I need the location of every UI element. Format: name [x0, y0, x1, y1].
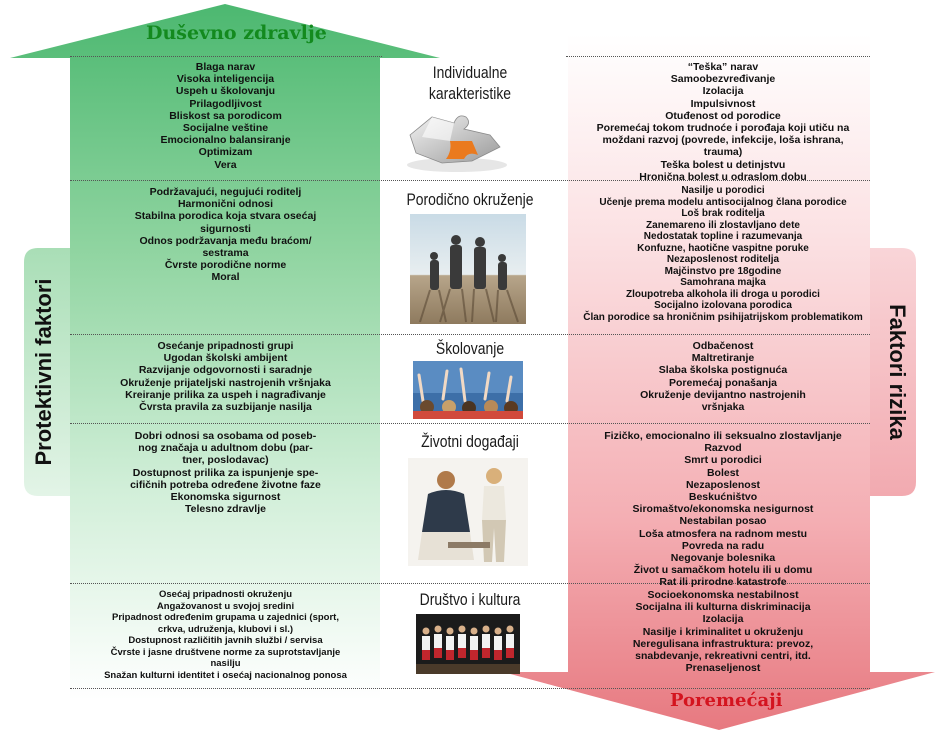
list-item: Poremećaj tokom trudnoće i porođaja koji utiču na [596, 122, 850, 135]
list-item: Bolest [706, 466, 740, 479]
divider [70, 423, 870, 424]
list-item: Prenaseljenost [685, 662, 761, 675]
list-item: Odnos podržavanja među braćom/ [139, 234, 312, 247]
category-school: Školovanje [435, 339, 505, 358]
list-item: Angažovanost u svojoj sredini [156, 600, 295, 612]
list-item: Vera [214, 158, 237, 171]
list-item: Čvrste porodične norme [164, 259, 287, 272]
list-item: Izolacija [702, 85, 744, 98]
protective-list-life-events [78, 430, 373, 515]
list-item: Visoka inteligencija [176, 73, 275, 86]
list-item: Harmonični odnosi [177, 198, 274, 211]
list-item: Član porodice sa hroničnim psihijatrijskom problematikom [583, 311, 863, 323]
list-item: Izolacija [702, 613, 744, 626]
couple-photo [408, 458, 528, 566]
list-item: Poremećaj ponašanja [669, 376, 777, 389]
risk-list-family [578, 185, 868, 323]
list-item: Telesno zdravlje [185, 503, 266, 516]
list-item: Osećaj pripadnosti okruženju [158, 589, 293, 600]
list-item: Nestabilan posao [679, 515, 767, 528]
list-item: snabdevanje, rekreativni centri, itd. [635, 650, 811, 663]
list-item: Maltretiranje [691, 352, 755, 365]
list-item: cifičnih potreba određene životne faze [130, 478, 321, 491]
list-item: Optimizam [198, 146, 253, 159]
list-item: Socijalna ili kulturna diskriminacija [635, 601, 811, 614]
list-item: Dostupnost prilika za ispunjenje spe- [132, 466, 319, 479]
list-item: Fizičko, emocionalno ili seksualno zlostavljanje [604, 430, 842, 442]
list-item: Ugodan školski ambijent [163, 352, 288, 365]
list-item: moždani razvoj (povrede, infekcije, loša ishrana, [602, 134, 844, 147]
list-item: Majčinstvo pre 18godine [664, 265, 782, 277]
list-item: nasilju [210, 658, 241, 669]
list-item: Stabilna porodica koja stvara osećaj [134, 210, 317, 223]
category-society: Društvo i kultura [419, 590, 521, 609]
list-item: Dobri odnosi sa osobama od poseb- [134, 430, 317, 442]
list-item: Socijalne veštine [182, 122, 269, 135]
list-item: Razvijanje odgovornosti i saradnje [138, 364, 313, 377]
list-item: Konfuzne, haotične vaspitne poruke [637, 242, 809, 254]
divider [70, 688, 870, 689]
list-item: Zanemareno ili zlostavljano dete [646, 219, 800, 231]
risk-list-society [578, 589, 868, 674]
list-item: Učenje prema modelu antisocijalnog člana porodice [599, 196, 847, 208]
category-family: Porodično okruženje [406, 190, 534, 209]
divider [70, 56, 382, 57]
protective-list-school [78, 340, 373, 413]
list-item: crkva, udruženja, klubovi i sl.) [157, 623, 294, 635]
list-item: Kreiranje prilika za uspeh i nagrađivanje [125, 388, 326, 401]
list-item: Ekonomska sigurnost [170, 491, 281, 504]
list-item: sigurnosti [200, 222, 251, 235]
list-item: Podržavajući, negujući roditelj [149, 186, 302, 198]
risk-list-school [578, 340, 868, 413]
list-item: Uspeh u školovanju [175, 85, 276, 98]
list-item: tner, poslodavac) [182, 454, 269, 467]
list-item: Negovanje bolesnika [670, 552, 776, 565]
list-item: Blaga narav [195, 61, 256, 73]
list-item: “Teška” narav [687, 61, 759, 73]
classroom-photo [413, 361, 523, 419]
list-item: Odbačenost [692, 340, 754, 352]
list-item: Beskućništvo [688, 491, 758, 504]
list-item: Snažan kulturni identitet i osećaj nacionalnog ponosa [104, 669, 347, 681]
list-item: Smrt u porodici [684, 454, 762, 467]
list-item: Nezaposlenost roditelja [666, 254, 780, 265]
category-individual [400, 62, 539, 104]
list-item: Okruženje devijantno nastrojenih [640, 388, 806, 401]
family-photo [410, 214, 526, 324]
puzzle-icon [402, 103, 510, 173]
divider [566, 56, 870, 57]
list-item: Loš brak roditelja [681, 208, 765, 219]
list-item: Dostupnost različitih javnih službi / servisa [128, 635, 323, 646]
list-item: Povreda na radu [681, 539, 765, 552]
list-item: Siromaštvo/ekonomska nesigurnost [632, 503, 814, 516]
protective-list-individual [78, 61, 373, 171]
list-item: Čvrsta pravila za suzbijanje nasilja [139, 401, 312, 414]
list-item: Samoobezvređivanje [670, 73, 776, 86]
category-life-events: Životni događaji [421, 432, 519, 451]
category-line: karakteristike [428, 84, 512, 103]
footer-title: Poremećaji [670, 690, 783, 711]
list-item: Osećanje pripadnosti grupi [157, 340, 294, 352]
list-item: vršnjaka [701, 401, 745, 414]
protective-list-society [78, 589, 373, 681]
list-item: Samohrana majka [680, 277, 766, 288]
list-item: Nasilje i kriminalitet u okruženju [642, 625, 804, 638]
list-item: Otuđenost od porodice [665, 109, 781, 122]
risk-list-life-events [578, 430, 868, 589]
list-item: Nasilje u porodici [681, 185, 765, 196]
risk-list-individual [578, 61, 868, 183]
list-item: trauma) [703, 146, 743, 159]
list-item: Čvrste i jasne društvene norme za suprotstavljanje [110, 646, 341, 658]
list-item: Slaba školska postignuća [658, 364, 788, 377]
list-item: nog značaja u adultnom dobu (par- [138, 442, 313, 455]
list-item: Bliskost sa porodicom [169, 109, 282, 122]
list-item: sestrama [202, 247, 249, 260]
protective-factors-label: Protektivni faktori [31, 278, 56, 466]
list-item: Hronična bolest u odraslom dobu [639, 170, 807, 183]
list-item: Impulsivnost [690, 97, 756, 110]
header-title: Duševno zdravlje [146, 22, 327, 44]
list-item: Emocionalno balansiranje [160, 134, 291, 147]
protective-list-family [78, 186, 373, 284]
list-item: Socioekonomska nestabilnost [647, 589, 799, 601]
list-item: Okruženje prijateljski nastrojenih vršnjaka [120, 376, 331, 389]
list-item: Neregulisana infrastruktura: prevoz, [632, 637, 814, 650]
list-item: Nezaposlenost [685, 478, 761, 491]
list-item: Rat ili prirodne katastrofe [659, 576, 787, 589]
list-item: Život u samačkom hotelu ili u domu [633, 564, 813, 577]
list-item: Razvod [704, 442, 742, 455]
category-line: Individualne [432, 63, 508, 82]
list-item: Teška bolest u detinjstvu [660, 158, 786, 171]
folk-dance-photo [416, 614, 520, 674]
list-item: Socijalno izolovana porodica [654, 300, 792, 311]
list-item: Loša atmosfera na radnom mestu [638, 527, 808, 540]
list-item: Zloupotreba alkohola ili droga u porodici [626, 288, 820, 300]
list-item: Nedostatak topline i razumevanja [643, 231, 803, 242]
list-item: Pripadnost određenim grupama u zajednici (sport, [112, 612, 339, 623]
list-item: Prilagodljivost [189, 97, 262, 110]
risk-factors-label: Faktori rizika [885, 304, 910, 440]
divider [70, 334, 870, 335]
list-item: Moral [211, 271, 240, 284]
